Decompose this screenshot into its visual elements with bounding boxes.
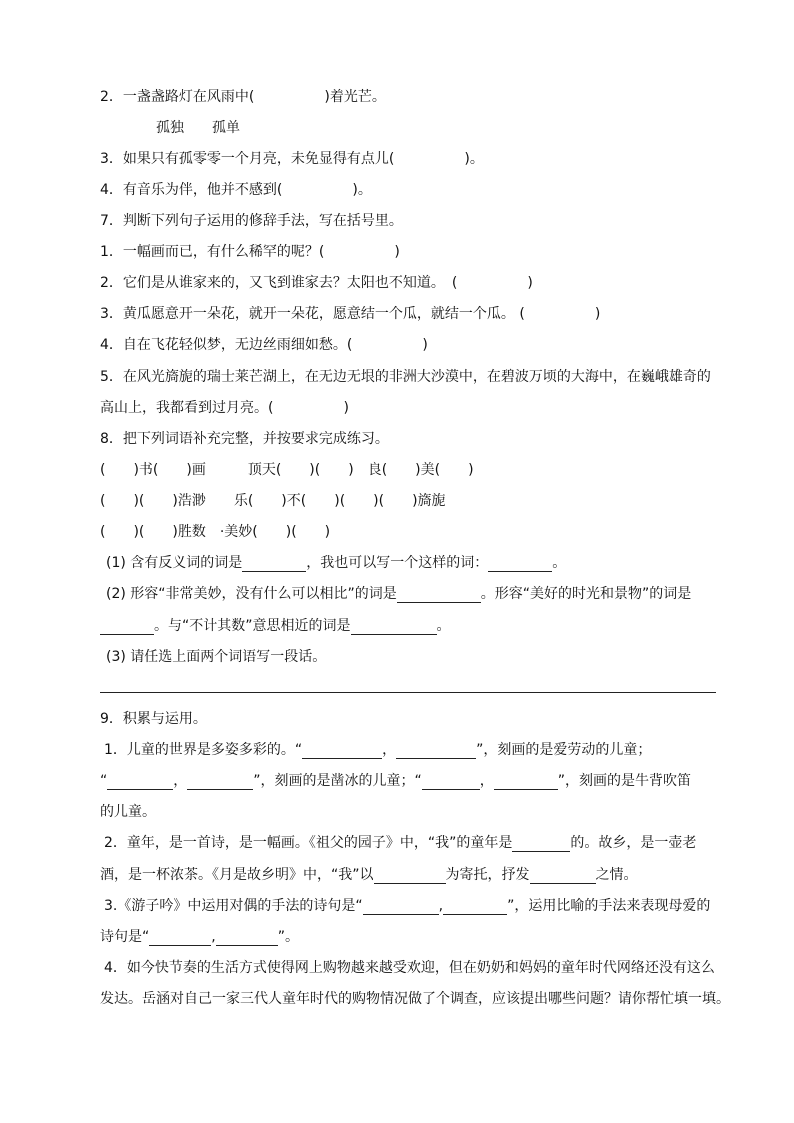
exercise-9-3-cont: 诗句是“ , ”。 <box>100 929 299 945</box>
question-4-music: 4．有音乐为伴，他并不感到( )。 <box>100 182 372 198</box>
answer-blank[interactable] <box>422 775 480 790</box>
answer-blank[interactable] <box>488 557 552 572</box>
section-9-heading: 9．积累与运用。 <box>100 711 207 727</box>
answer-blank[interactable] <box>149 931 211 946</box>
rhetoric-item-3: 3．黄瓜愿意开一朵花，就开一朵花，愿意结一个瓜，就结一个瓜。 ( ) <box>100 306 601 322</box>
answer-blank[interactable] <box>351 620 437 635</box>
exercise-9-4: 4．如今快节奏的生活方式使得网上购物越来越受欢迎，但在奶奶和妈妈的童年时代网络还没有这么 <box>104 960 715 976</box>
answer-blank[interactable] <box>396 744 476 759</box>
word-choices: 孤独 孤单 <box>156 120 240 136</box>
answer-blank[interactable] <box>443 900 507 915</box>
exercise-8-2: (2) 形容“非常美妙，没有什么可以相比”的词是 。形容“美好的时光和景物”的词是 <box>106 586 692 602</box>
answer-blank[interactable] <box>302 744 382 759</box>
writing-line[interactable] <box>100 692 716 693</box>
question-2-lamp: 2．一盏盏路灯在风雨中( )着光芒。 <box>100 89 386 105</box>
exercise-9-2-cont: 酒，是一杯浓茶。《月是故乡明》中，“我”以 为寄托，抒发 之情。 <box>100 867 638 883</box>
idiom-row-2: ( )( )浩渺 乐( )不( )( )( )旖旎 <box>100 493 446 509</box>
rhetoric-item-4: 4．自在飞花轻似梦，无边丝雨细如愁。( ) <box>100 337 428 353</box>
answer-blank[interactable] <box>530 869 596 884</box>
rhetoric-item-5: 5．在风光旖旎的瑞士莱芒湖上，在无边无垠的非洲大沙漠中，在碧波万顷的大海中，在巍峨雄奇的 <box>100 369 711 385</box>
section-8-heading: 8．把下列词语补充完整，并按要求完成练习。 <box>100 431 389 447</box>
answer-blank[interactable] <box>494 775 558 790</box>
exercise-9-1: 1．儿童的世界是多姿多彩的。“ ， ”，刻画的是爱劳动的儿童； <box>104 742 652 758</box>
exercise-9-2: 2．童年，是一首诗，是一幅画。《祖父的园子》中，“我”的童年是 的。故乡，是一壶老 <box>104 835 697 851</box>
question-3-moon: 3．如果只有孤零零一个月亮，未免显得有点儿( )。 <box>100 151 484 167</box>
rhetoric-item-5-cont: 高山上，我都看到过月亮。( ) <box>100 400 349 416</box>
exercise-8-3: (3) 请任选上面两个词语写一段话。 <box>106 649 327 665</box>
answer-blank[interactable] <box>242 557 306 572</box>
answer-blank[interactable] <box>363 900 439 915</box>
exercise-9-1-end: 的儿童。 <box>100 804 156 820</box>
exercise-9-1-cont: “ ， ”，刻画的是凿冰的儿童；“ ， ”，刻画的是牛背吹笛 <box>100 773 692 789</box>
section-7-heading: 7．判断下列句子运用的修辞手法，写在括号里。 <box>100 213 403 229</box>
answer-blank[interactable] <box>107 775 173 790</box>
answer-blank[interactable] <box>374 869 446 884</box>
answer-blank[interactable] <box>216 931 278 946</box>
exercise-9-3: 3.《游子吟》中运用对偶的手法的诗句是“ , ”，运用比喻的手法来表现母爱的 <box>104 898 711 914</box>
idiom-row-3: ( )( )胜数 ·美妙( )( ) <box>100 524 331 540</box>
exercise-8-1: (1) 含有反义词的词是 ，我也可以写一个这样的词： 。 <box>106 555 567 571</box>
exercise-8-2-cont: 。与“不计其数”意思相近的词是 。 <box>100 617 451 635</box>
rhetoric-item-1: 1．一幅画而已，有什么稀罕的呢？( ) <box>100 244 400 260</box>
answer-blank[interactable] <box>187 775 253 790</box>
rhetoric-item-2: 2．它们是从谁家来的，又飞到谁家去？太阳也不知道。 ( ) <box>100 275 533 291</box>
answer-blank[interactable] <box>397 588 481 603</box>
answer-blank[interactable] <box>100 620 154 635</box>
exercise-9-4-cont: 发达。岳涵对自己一家三代人童年时代的购物情况做了个调查，应该提出哪些问题？请你帮忙填一填。 <box>100 991 730 1007</box>
answer-blank[interactable] <box>512 837 570 852</box>
idiom-row-1: ( )书( )画 顶天( )( ) 良( )美( ) <box>100 462 474 478</box>
